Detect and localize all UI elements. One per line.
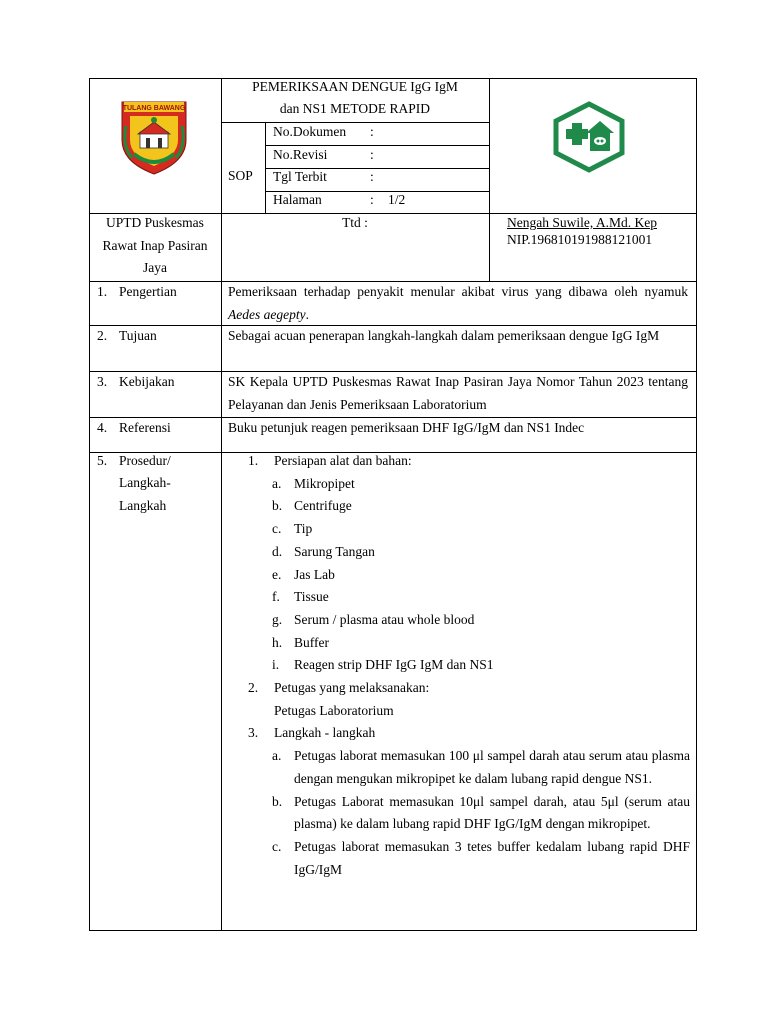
doc-number-sep: : xyxy=(370,124,374,139)
section-num-tujuan: 2. xyxy=(97,328,108,343)
list-item xyxy=(272,632,690,655)
issue-date-label: Tgl Terbit xyxy=(273,169,327,184)
section-label-tujuan: Tujuan xyxy=(119,328,157,343)
list-item-key: c. xyxy=(272,521,282,537)
list-item-text: Centrifuge xyxy=(294,498,352,514)
unit-name-line1: UPTD Puskesmas xyxy=(106,215,204,230)
page-sep: : xyxy=(370,192,374,207)
list-item-text: Petugas Laborat memasukan 10μl sampel darah, atau 5μl (serum atau plasma) ke dalam lubang rapid DHF IgG/IgM dengan mikropipet. xyxy=(294,793,690,832)
column-divider xyxy=(221,78,222,931)
list-item-key: f. xyxy=(272,589,280,605)
table-border-bottom xyxy=(89,930,697,931)
revision-sep: : xyxy=(370,147,374,162)
list-item-key: i. xyxy=(272,657,280,673)
pengertian-text-italic: Aedes aegepty xyxy=(228,306,306,322)
step-3-list xyxy=(248,745,690,881)
section-label-prosedur-1: Prosedur/ xyxy=(119,453,171,468)
revision-label: No.Revisi xyxy=(273,147,328,162)
list-item-text: Mikropipet xyxy=(294,475,355,491)
list-item-key: g. xyxy=(272,611,283,627)
list-item-text: Petugas laborat memasukan 3 tetes buffer kedalam lubang rapid DHF IgG/IgM xyxy=(294,838,690,877)
step-2-detail xyxy=(248,700,690,723)
list-item xyxy=(272,609,690,632)
list-item xyxy=(272,586,690,609)
puskesmas-logo xyxy=(552,101,626,173)
list-item-text: Tissue xyxy=(294,589,329,605)
list-item xyxy=(272,541,690,564)
step-3-num: 3. xyxy=(248,725,259,741)
unit-name-line2: Rawat Inap Pasiran xyxy=(102,238,208,253)
table-border-right xyxy=(696,78,697,931)
page-value: 1/2 xyxy=(388,192,406,207)
list-item-text: Petugas laborat memasukan 100 μl sampel darah atau serum atau plasma dengan mengukan mikropipet ke dalam lubang rapid dengue NS1. xyxy=(294,748,690,786)
step-1 xyxy=(248,450,690,473)
pengertian-text-a: Pemeriksaan terhadap penyakit menular akibat virus yang dibawa oleh nyamuk xyxy=(228,284,688,299)
section-num-kebijakan: 3. xyxy=(97,374,108,389)
section-label-kebijakan: Kebijakan xyxy=(119,374,175,389)
section-label-prosedur-2: Langkah- xyxy=(119,475,171,490)
list-item-key: e. xyxy=(272,566,282,582)
list-item-key: c. xyxy=(272,838,282,854)
step-2-num: 2. xyxy=(248,680,259,696)
list-item xyxy=(272,518,690,541)
referensi-text: Buku petunjuk reagen pemeriksaan DHF IgG/IgM dan NS1 Indec xyxy=(228,420,585,435)
step-2 xyxy=(248,677,690,700)
list-item-key: b. xyxy=(272,793,283,809)
list-item xyxy=(272,836,690,881)
section-label-pengertian: Pengertian xyxy=(119,284,177,299)
header-divider-right xyxy=(489,78,490,282)
step-1-num: 1. xyxy=(248,453,259,468)
step-2-detail-text: Petugas Laboratorium xyxy=(274,702,394,718)
list-item-key: a. xyxy=(272,748,282,764)
list-item xyxy=(272,654,690,677)
step-3 xyxy=(248,722,690,745)
list-item xyxy=(272,473,690,496)
signature-label: Ttd : xyxy=(342,215,368,230)
unit-name-line3: Jaya xyxy=(143,260,167,275)
list-item-text: Reagen strip DHF IgG IgM dan NS1 xyxy=(294,657,494,673)
section-label-referensi: Referensi xyxy=(119,420,171,435)
list-item xyxy=(272,564,690,587)
list-item xyxy=(272,745,690,790)
list-item xyxy=(272,791,690,836)
table-border-left xyxy=(89,78,90,931)
list-item-text: Jas Lab xyxy=(294,566,335,582)
list-item-key: a. xyxy=(272,475,282,491)
list-item xyxy=(272,495,690,518)
step-3-title: Langkah - langkah xyxy=(274,725,376,741)
doc-title-line1: PEMERIKSAAN DENGUE IgG IgM xyxy=(252,79,458,94)
section-label-prosedur-3: Langkah xyxy=(119,498,167,513)
list-item-text: Serum / plasma atau whole blood xyxy=(294,611,475,627)
doc-number-label: No.Dokumen xyxy=(273,124,347,139)
signer-nip: NIP.196810191988121001 xyxy=(507,232,653,247)
list-item-key: d. xyxy=(272,543,283,559)
step-2-title: Petugas yang melaksanakan: xyxy=(274,680,430,696)
doc-title-line2: dan NS1 METODE RAPID xyxy=(279,101,431,116)
page-label: Halaman xyxy=(273,192,322,207)
pengertian-text-b: . xyxy=(305,306,309,322)
list-item-text: Tip xyxy=(294,521,313,537)
prosedur-content xyxy=(248,450,690,881)
tulang-bawang-logo xyxy=(118,96,190,176)
signer-name: Nengah Suwile, A.Md. Kep xyxy=(507,215,657,230)
kebijakan-text: SK Kepala UPTD Puskesmas Rawat Inap Pasiran Jaya Nomor Tahun 2023 tentang Pelayanan dan Jenis Pemeriksaan Laboratorium xyxy=(228,374,688,412)
list-item-text: Buffer xyxy=(294,634,329,650)
list-item-key: b. xyxy=(272,498,283,514)
title-bottom-line xyxy=(221,122,489,123)
step-1-title: Persiapan alat dan bahan: xyxy=(274,453,412,468)
step-1-list xyxy=(248,473,690,677)
section-num-referensi: 4. xyxy=(97,420,108,435)
list-item-key: h. xyxy=(272,634,283,650)
list-item-text: Sarung Tangan xyxy=(294,543,375,559)
logo-lettering: TULANG BAWANG xyxy=(122,105,186,112)
section-num-prosedur: 5. xyxy=(97,453,108,468)
pengertian-text xyxy=(228,281,688,326)
section-num-pengertian: 1. xyxy=(97,284,108,299)
issue-date-sep: : xyxy=(370,169,374,184)
sop-label: SOP xyxy=(228,168,253,183)
tujuan-text: Sebagai acuan penerapan langkah-langkah dalam pemeriksaan dengue IgG IgM xyxy=(228,328,660,343)
